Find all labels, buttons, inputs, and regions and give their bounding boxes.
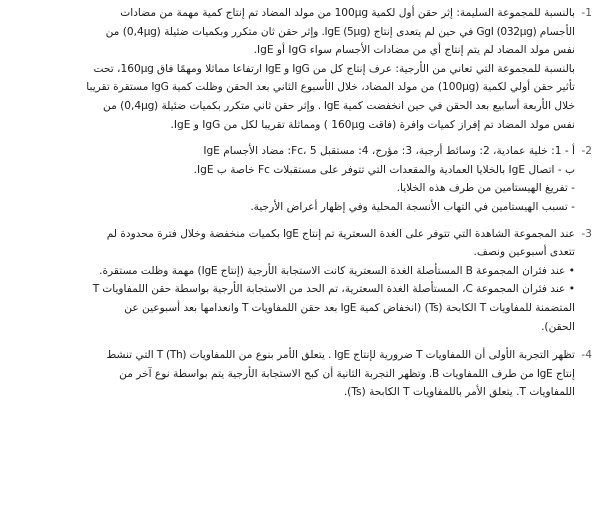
section-number: 1- [581, 7, 592, 19]
paragraph-line: الأجسام GgI (032μg) في حين لم يتعدى إنتاج IgE (5μg). وإثر حقن ثان متكرر وبكميات ضئيلة (0,4μg) من [105, 25, 575, 38]
section-3 [6, 225, 592, 337]
answer-line: - تفريغ الهيستامين من طرف هذه الخلايا. [396, 182, 575, 195]
paragraph-line: خلال الأربعة أسابيع بعد الحقن في حين انخفضت كمية IgE . وإثر حقن ثاني متكرر بكميات ضئيلة (0,4μg) من [103, 99, 575, 112]
document-page [6, 4, 592, 402]
paragraph-line: بالنسبة للمجموعة السليمة: إثر حقن أول لكمية 100μg من مولد المضاد تم إنتاج كمية مهمة من مضادات [120, 7, 575, 19]
paragraph-line: المتضمنة للمفاويات T الكابحة (Ts) (انخفاض كمية IgE بعد حقن اللمفاويات T وانعدامها بعد أسبوعين عن [124, 301, 575, 314]
paragraph-line: اللمفاويات T. يتعلق الأمر باللمفاويات T الكابحة (Ts). [343, 386, 575, 399]
paragraph-line: عند المجموعة الشاهدة التي تتوفر على الغدة السعترية تم إنتاج IgE بكميات منخفضة وخلال فترة محدودة لم [106, 227, 575, 240]
bullet-item: • عند فئران المجموعة C، المستأصلة الغدة السعترية، تم الحد من الاستجابة الأرجية بواسطة حقن اللمفاويات T [92, 283, 575, 296]
section-4 [6, 346, 592, 402]
section-number: 4- [581, 349, 592, 362]
paragraph-line: إنتاج IgE من طرف اللمفاويات B. وتظهر التجربة الثانية أن كبح الاستجابة الأرجية يتم بواسطة نوع آخر من [119, 367, 575, 380]
paragraph-line: بالنسبة للمجموعة التي تعاني من الأرجية: عرف إنتاج كل من IgG و IgE ارتفاعا مماثلا ومهمًا فاق 160μg، تحت [93, 62, 575, 75]
paragraph-line: تتعدى أسبوعين ونصف. [473, 246, 575, 259]
paragraph-line: تظهر التجربة الأولى أن اللمفاويات T ضرورية لإنتاج IgE . يتعلق الأمر بنوع من اللمفاويات T (Th) التي تنشط [106, 349, 575, 362]
paragraph-line: تأثير حقن أولي لكمية (100μg) من مولد المضاد، خلال الأسبوع الثاني بعد الحقن وظلت كمية IgG مستقرة تقريبا [86, 81, 575, 94]
paragraph-line: نفس مولد المضاد تم إفراز كميات وافرة (فاقت 160μg ) ومماثلة تقريبا لكل من IgG و IgE. [170, 118, 575, 131]
bullet-item: • عند فئران المجموعة B المستأصلة الغدة السعترية كانت الاستجابة الأرجية (إنتاج IgE) مهمة وظلت مستقرة. [99, 264, 575, 277]
answer-line: أ - 1: خلية عمادية، 2: وسائط أرجية، 3: مؤرج، 4: مستقبل Fc، 5: مضاد الأجسام IgE [203, 145, 575, 158]
section-number: 3- [581, 227, 592, 240]
paragraph-line: نفس مولد المضاد لم يتم إنتاج أي من مضادات الأجسام سواء IgG أو IgE. [253, 44, 575, 57]
answer-line: - تسبب الهيستامين في التهاب الأنسجة المحلية وفي إظهار أعراض الأرجية. [250, 200, 575, 213]
section-2 [6, 142, 592, 216]
section-number: 2- [581, 145, 592, 158]
paragraph-line: الحقن). [541, 320, 575, 333]
section-1 [6, 4, 592, 134]
answer-line: ب - اتصال IgE بالخلايا العمادية والمقعدات التي تتوفر على مستقبلات Fc خاصة ب IgE. [193, 163, 575, 176]
